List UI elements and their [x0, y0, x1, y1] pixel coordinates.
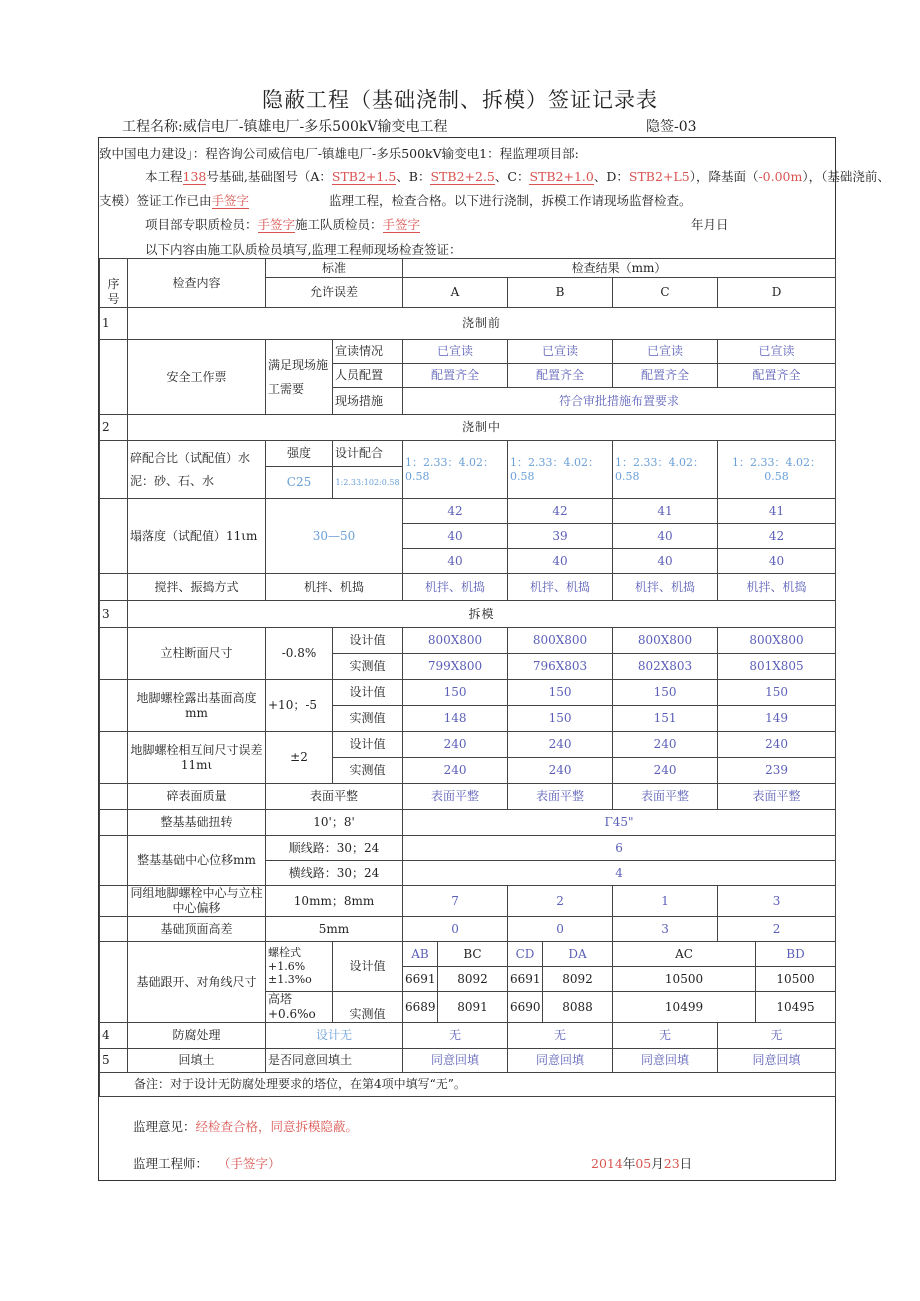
slump-standard: 30—50 [266, 499, 403, 574]
foundation-twist-standard: 10'；8' [266, 810, 403, 836]
slump-value: 41 [613, 499, 718, 524]
text: 号基础,基础图号（A： [206, 169, 332, 184]
root-diagonal-label: 基础跟开、对角线尺寸 [128, 942, 266, 1023]
surface-quality-b: 表面平整 [508, 784, 613, 810]
date-month: 05 [635, 1156, 652, 1171]
empty-cell [100, 942, 128, 1023]
empty-cell [100, 628, 128, 680]
slump-label: 塌落度（试配值）11ιm [128, 499, 266, 574]
staffing-c: 配置齐全 [613, 364, 718, 388]
top-height-diff-standard: 5mm [266, 917, 403, 942]
work-statement-line2 [99, 191, 692, 209]
anticorrosion-c: 无 [613, 1023, 718, 1049]
text: 项目部专职质检员： [145, 217, 258, 232]
column-measured-c: 802X803 [613, 654, 718, 680]
text: ），（基础浇前、 [802, 169, 890, 184]
bolt-spacing-design-b: 240 [508, 732, 613, 758]
header-seq: 序号 [100, 259, 128, 308]
empty-cell [100, 441, 128, 499]
text: 监理工程师： [133, 1156, 209, 1171]
text: 本工程 [145, 169, 183, 184]
form-title: 隐蔽工程（基础浇制、拆模）签证记录表 [262, 88, 658, 112]
bolt-height-design-d: 150 [718, 680, 836, 706]
text: 日 [679, 1156, 693, 1171]
site-need-label: 满足现场施工需要 [266, 340, 333, 415]
root-diagonal-standard-high: 高塔+0.6%o [266, 992, 333, 1023]
sign-date [591, 1154, 692, 1172]
root-measured-bd: 10495 [756, 992, 836, 1023]
foundation-twist-label: 整基基础扭转 [128, 810, 266, 836]
foundation-twist-value: Γ45" [403, 810, 836, 836]
section-before-pouring: 浇制前 [128, 308, 836, 340]
section-number: 3 [100, 601, 128, 628]
bolt-group-offset-b: 2 [508, 886, 613, 917]
empty-cell [100, 732, 128, 784]
text: 、B： [396, 169, 431, 184]
empty-cell [100, 810, 128, 836]
signature-qc: 手签字 [257, 217, 296, 232]
empty-cell [100, 836, 128, 886]
root-design-da: 8092 [543, 967, 613, 992]
header-tolerance: 允许误差 [266, 278, 403, 308]
anticorrosion-a: 无 [403, 1023, 508, 1049]
supervisor-opinion [133, 1117, 358, 1135]
slump-value: 42 [718, 524, 836, 549]
header-result: 检查结果（mm） [403, 259, 836, 278]
root-design-bd: 10500 [756, 967, 836, 992]
bolt-spacing-design-a: 240 [403, 732, 508, 758]
lowering-value: -0.00m [758, 169, 803, 184]
instruction-line: 以下内容由施工队质检员填写,监理工程师现场检查签证： [145, 242, 462, 257]
document-code: 隐签-03 [646, 119, 697, 135]
opinion-text: 经检查合格，同意拆模隐蔽。 [195, 1119, 359, 1134]
section-number: 4 [100, 1023, 128, 1049]
addressee-line: 致中国电力建设」：程咨询公司威信电厂-镇雄电厂-多乐500kV输变电1：程监理项目部: [99, 146, 579, 161]
bolt-height-tolerance: +10；-5 [266, 680, 333, 732]
staffing-label: 人员配置 [333, 364, 403, 388]
header-content: 检查内容 [128, 259, 266, 308]
empty-cell [100, 340, 128, 415]
inspector-line [145, 215, 420, 233]
slump-value: 41 [718, 499, 836, 524]
design-value-label: 设计值 [333, 628, 403, 654]
pair-bc-header: BC [438, 942, 508, 967]
header-col-b: B [508, 278, 613, 308]
bolt-group-offset-a: 7 [403, 886, 508, 917]
section-number: 2 [100, 415, 128, 441]
anticorrosion-standard: 设计无 [266, 1023, 403, 1049]
bolt-height-design-a: 150 [403, 680, 508, 706]
bolt-height-measured-a: 148 [403, 706, 508, 732]
design-mix-label: 设计配合 [333, 441, 403, 467]
anticorrosion-b: 无 [508, 1023, 613, 1049]
slump-value: 40 [403, 524, 508, 549]
column-measured-a: 799X800 [403, 654, 508, 680]
mixing-method-b: 机拌、机捣 [508, 574, 613, 601]
backfill-a: 同意回填 [403, 1049, 508, 1073]
center-shift-label: 整基基础中心位移mm [128, 836, 266, 886]
mix-ratio-c: 1：2.33：4.02：0.58 [613, 441, 718, 499]
text: 、D： [593, 169, 629, 184]
tower-number: 138 [182, 169, 207, 184]
backfill-b: 同意回填 [508, 1049, 613, 1073]
bolt-spacing-measured-b: 240 [508, 758, 613, 784]
read-status-d: 已宣读 [718, 340, 836, 364]
empty-cell [100, 499, 128, 574]
mixing-method-c: 机拌、机捣 [613, 574, 718, 601]
column-section-tolerance: -0.8% [266, 628, 333, 680]
top-height-diff-a: 0 [403, 917, 508, 942]
center-shift-along-value: 6 [403, 836, 836, 861]
text: 年 [622, 1156, 636, 1171]
mix-ratio-d: 1：2.33：4.02：0.58 [718, 441, 836, 499]
bolt-group-offset-label: 同组地脚螺栓中心与立柱中心偏移 [128, 886, 266, 917]
site-measures-value: 符合审批措施布置要求 [403, 388, 836, 415]
project-name: 工程名称:威信电厂-镇雄电厂-多乐500kV输变电工程 [122, 119, 448, 135]
empty-cell [100, 886, 128, 917]
supervisor-engineer [133, 1154, 281, 1172]
bolt-spacing-design-c: 240 [613, 732, 718, 758]
strength-grade: C25 [266, 467, 333, 499]
site-measures-label: 现场措施 [333, 388, 403, 415]
root-design-ac: 10500 [613, 967, 756, 992]
design-value-label: 设计值 [333, 942, 403, 992]
inspection-table [99, 258, 836, 1097]
drawing-b: STB2+2.5 [430, 169, 495, 184]
slump-value: 42 [508, 499, 613, 524]
bolt-height-measured-d: 149 [718, 706, 836, 732]
drawing-d: STB2+L5 [628, 169, 690, 184]
surface-quality-a: 表面平整 [403, 784, 508, 810]
strength-label: 强度 [266, 441, 333, 467]
text: 施工队质检员： [295, 217, 383, 232]
pair-ab-header: AB [403, 942, 438, 967]
backfill-label: 回填土 [128, 1049, 266, 1073]
column-measured-b: 796X803 [508, 654, 613, 680]
column-section-label: 立柱断面尺寸 [128, 628, 266, 680]
pair-bd-header: BD [756, 942, 836, 967]
backfill-standard: 是否同意回填土 [266, 1049, 403, 1073]
column-design-c: 800X800 [613, 628, 718, 654]
center-shift-along-standard: 顺线路：30；24 [266, 836, 403, 861]
bolt-spacing-design-d: 240 [718, 732, 836, 758]
slump-value: 40 [718, 549, 836, 574]
surface-quality-c: 表面平整 [613, 784, 718, 810]
read-status-label: 宣读情况 [333, 340, 403, 364]
signature-team-qc: 手签字 [382, 217, 421, 232]
mixing-method-d: 机拌、机捣 [718, 574, 836, 601]
read-status-c: 已宣读 [613, 340, 718, 364]
date-day: 23 [663, 1156, 680, 1171]
section-during-pouring: 浇制中 [128, 415, 836, 441]
staffing-a: 配置齐全 [403, 364, 508, 388]
center-shift-across-value: 4 [403, 861, 836, 886]
bolt-height-label: 地脚螺栓露出基面高度mm [128, 680, 266, 732]
header-col-c: C [613, 278, 718, 308]
root-measured-cd: 6690 [508, 992, 543, 1023]
date-year: 2014 [591, 1156, 623, 1171]
surface-quality-standard: 表面平整 [266, 784, 403, 810]
bolt-group-offset-d: 3 [718, 886, 836, 917]
text: 监理意见： [133, 1119, 196, 1134]
surface-quality-d: 表面平整 [718, 784, 836, 810]
column-measured-d: 801X805 [718, 654, 836, 680]
measured-value-label: 实测值 [333, 992, 403, 1023]
inspector-date: 年月日 [691, 217, 729, 232]
drawing-a: STB2+1.5 [331, 169, 397, 184]
bolt-group-offset-c: 1 [613, 886, 718, 917]
measured-value-label: 实测值 [333, 758, 403, 784]
center-shift-across-standard: 横线路：30；24 [266, 861, 403, 886]
top-height-diff-label: 基础顶面高差 [128, 917, 266, 942]
root-measured-ac: 10499 [613, 992, 756, 1023]
mixing-method-label: 搅拌、振捣方式 [128, 574, 266, 601]
record-sheet [98, 137, 890, 1181]
header-col-a: A [403, 278, 508, 308]
column-design-d: 800X800 [718, 628, 836, 654]
top-height-diff-c: 3 [613, 917, 718, 942]
text: ），降基面（ [689, 169, 759, 184]
bolt-spacing-measured-a: 240 [403, 758, 508, 784]
bolt-group-offset-standard: 10mm；8mm [266, 886, 403, 917]
column-design-b: 800X800 [508, 628, 613, 654]
root-measured-da: 8088 [543, 992, 613, 1023]
root-measured-bc: 8091 [438, 992, 508, 1023]
header-standard: 标准 [266, 259, 403, 278]
slump-value: 40 [403, 549, 508, 574]
mixing-method-a: 机拌、机捣 [403, 574, 508, 601]
bolt-height-design-c: 150 [613, 680, 718, 706]
remarks: 备注：对于设计无防腐处理要求的塔位，在第4项中填写“无”。 [100, 1073, 836, 1097]
empty-cell [100, 574, 128, 601]
section-number: 1 [100, 308, 128, 340]
read-status-b: 已宣读 [508, 340, 613, 364]
bolt-spacing-tolerance: ±2 [266, 732, 333, 784]
text: 监理工程，检查合格。以下进行浇制，拆模工作请现场监督检查。 [329, 193, 692, 208]
text: 、C： [494, 169, 530, 184]
bolt-height-measured-c: 151 [613, 706, 718, 732]
measured-value-label: 实测值 [333, 654, 403, 680]
design-value-label: 设计值 [333, 732, 403, 758]
text: 支模）签证工作已由 [99, 193, 212, 208]
bolt-spacing-measured-d: 239 [718, 758, 836, 784]
anticorrosion-label: 防腐处理 [128, 1023, 266, 1049]
empty-cell [100, 680, 128, 732]
slump-value: 39 [508, 524, 613, 549]
drawing-c: STB2+1.0 [529, 169, 594, 184]
section-number: 5 [100, 1049, 128, 1073]
bolt-spacing-label: 地脚螺栓相互间尺寸误差11mι [128, 732, 266, 784]
text: 月 [651, 1156, 664, 1171]
bolt-height-design-b: 150 [508, 680, 613, 706]
root-measured-ab: 6689 [403, 992, 438, 1023]
design-value-label: 设计值 [333, 680, 403, 706]
work-statement-line1 [145, 167, 890, 185]
top-height-diff-d: 2 [718, 917, 836, 942]
slump-value: 42 [403, 499, 508, 524]
backfill-c: 同意回填 [613, 1049, 718, 1073]
staffing-b: 配置齐全 [508, 364, 613, 388]
root-design-ab: 6691 [403, 967, 438, 992]
anticorrosion-d: 无 [718, 1023, 836, 1049]
empty-cell [100, 784, 128, 810]
signature-supervisor: 手签字 [211, 193, 250, 208]
measured-value-label: 实测值 [333, 706, 403, 732]
slump-value: 40 [508, 549, 613, 574]
mixing-method-standard: 机拌、机捣 [266, 574, 403, 601]
mix-ratio-a: 1：2.33：4.02：0.58 [403, 441, 508, 499]
backfill-d: 同意回填 [718, 1049, 836, 1073]
section-formwork-removal: 拆模 [128, 601, 836, 628]
root-design-cd: 6691 [508, 967, 543, 992]
staffing-d: 配置齐全 [718, 364, 836, 388]
root-design-bc: 8092 [438, 967, 508, 992]
pair-ac-header: AC [613, 942, 756, 967]
surface-quality-label: 碎表面质量 [128, 784, 266, 810]
slump-value: 40 [613, 549, 718, 574]
mix-ratio-label: 碎配合比（试配值）水泥：砂、石、水 [128, 441, 266, 499]
read-status-a: 已宣读 [403, 340, 508, 364]
pair-cd-header: CD [508, 942, 543, 967]
slump-value: 40 [613, 524, 718, 549]
empty-cell [100, 917, 128, 942]
engineer-signature: （手签字） [218, 1156, 281, 1171]
bolt-height-measured-b: 150 [508, 706, 613, 732]
root-diagonal-standard: 螺栓式+1.6%±1.3%o [266, 942, 333, 992]
top-height-diff-b: 0 [508, 917, 613, 942]
bolt-spacing-measured-c: 240 [613, 758, 718, 784]
pair-da-header: DA [543, 942, 613, 967]
header-col-d: D [718, 278, 836, 308]
design-mix-value: 1:2.33:102:0.58 [333, 467, 403, 499]
safety-ticket-label: 安全工作票 [128, 340, 266, 415]
column-design-a: 800X800 [403, 628, 508, 654]
mix-ratio-b: 1：2.33：4.02：0.58 [508, 441, 613, 499]
